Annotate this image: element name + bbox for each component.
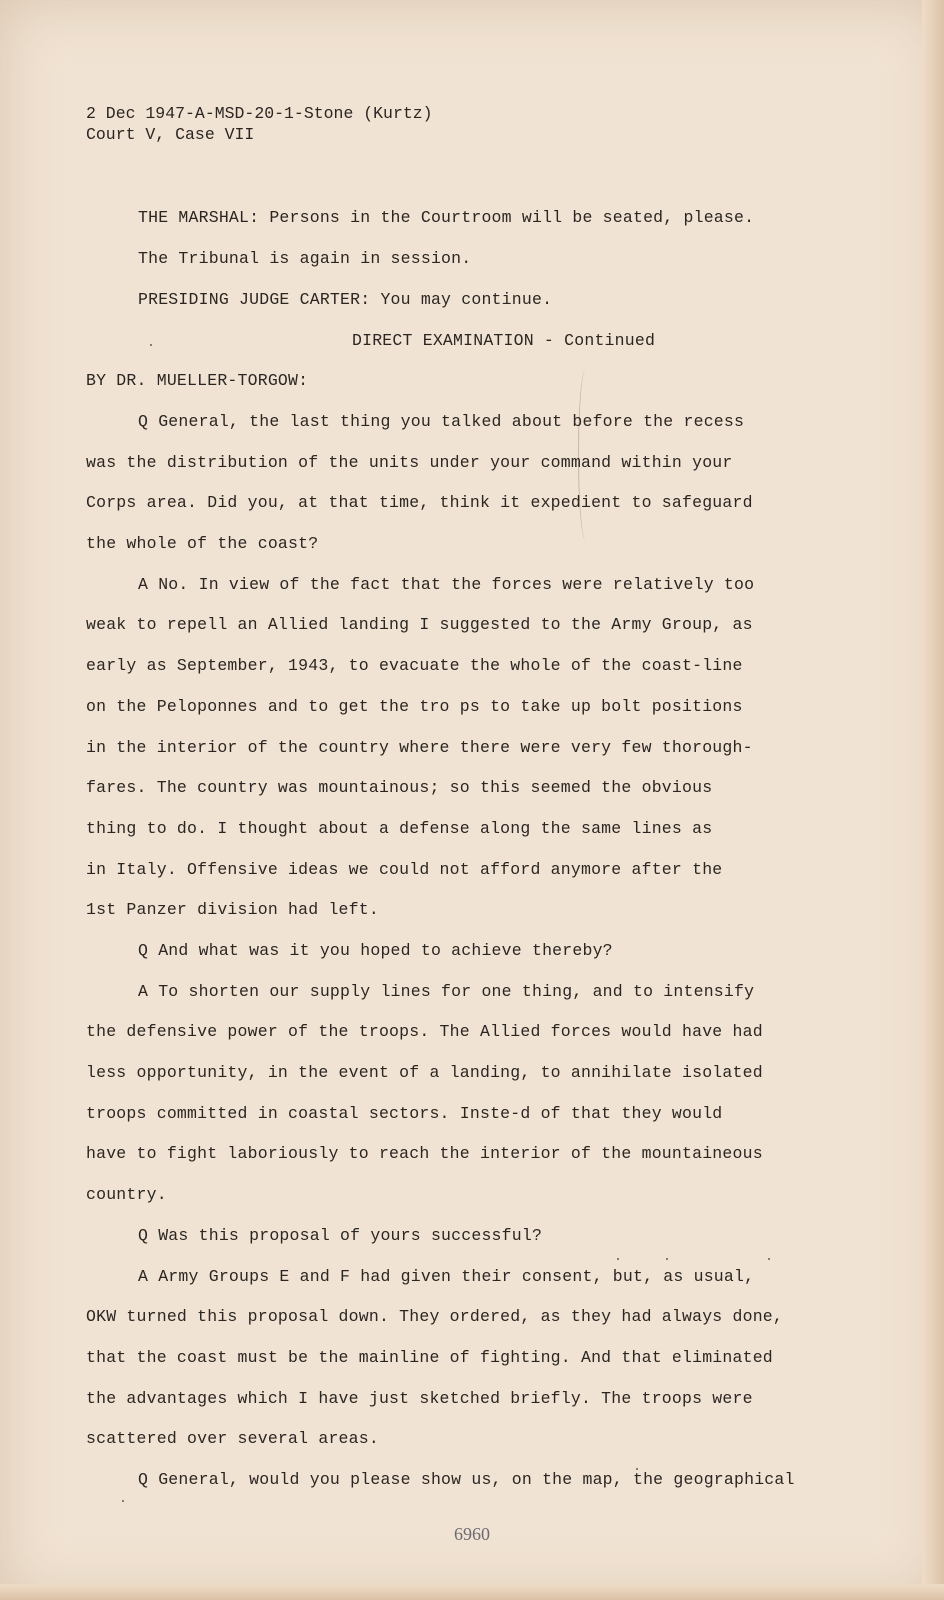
text-line: 1st Panzer division had left.: [86, 900, 379, 919]
header-reference-line: 2 Dec 1947-A-MSD-20-1-Stone (Kurtz): [86, 104, 433, 123]
text-line: that the coast must be the mainline of fighting. And that eliminated: [86, 1348, 773, 1367]
examiner-line: BY DR. MUELLER-TORGOW:: [86, 371, 309, 390]
paper-speck: [636, 1468, 638, 1470]
text-line: have to fight laboriously to reach the interior of the mountaineous: [86, 1144, 763, 1163]
text-line: Q General, the last thing you talked about before the recess: [138, 412, 745, 431]
text-line: A To shorten our supply lines for one thing, and to intensify: [138, 982, 755, 1001]
text-line: the defensive power of the troops. The Allied forces would have had: [86, 1022, 763, 1041]
header-court-line: Court V, Case VII: [86, 125, 255, 144]
page-number: 6960: [454, 1524, 490, 1544]
page-edge-right: [922, 0, 944, 1600]
text-line: The Tribunal is again in session.: [138, 249, 472, 268]
text-line: weak to repell an Allied landing I suggested to the Army Group, as: [86, 615, 753, 634]
text-line: the advantages which I have just sketched briefly. The troops were: [86, 1389, 753, 1408]
text-line: THE MARSHAL: Persons in the Courtroom will be seated, please.: [138, 208, 755, 227]
text-line: troops committed in coastal sectors. Inste-d of that they would: [86, 1104, 723, 1123]
paper-speck: [150, 344, 152, 346]
text-line: Q General, would you please show us, on the map, the geographical: [138, 1470, 795, 1489]
text-line: was the distribution of the units under your command within your: [86, 453, 733, 472]
text-line: thing to do. I thought about a defense along the same lines as: [86, 819, 713, 838]
section-heading: DIRECT EXAMINATION - Continued: [352, 331, 656, 350]
text-line: country.: [86, 1185, 167, 1204]
text-line: OKW turned this proposal down. They ordered, as they had always done,: [86, 1307, 784, 1326]
text-line: Corps area. Did you, at that time, think it expedient to safeguard: [86, 493, 753, 512]
text-line: Q And what was it you hoped to achieve thereby?: [138, 941, 613, 960]
page-edge-bottom: [0, 1584, 944, 1600]
text-line: Q Was this proposal of yours successful?: [138, 1226, 543, 1245]
text-line: fares. The country was mountainous; so this seemed the obvious: [86, 778, 713, 797]
text-line: the whole of the coast?: [86, 534, 319, 553]
text-line: in the interior of the country where there were very few thorough-: [86, 738, 753, 757]
text-line: in Italy. Offensive ideas we could not afford anymore after the: [86, 860, 723, 879]
text-line: less opportunity, in the event of a landing, to annihilate isolated: [86, 1063, 763, 1082]
paper-speck: [768, 1258, 770, 1260]
paper-speck: [122, 1500, 124, 1502]
text-line: scattered over several areas.: [86, 1429, 379, 1448]
text-line: on the Peloponnes and to get the tro ps to take up bolt positions: [86, 697, 743, 716]
paper-speck: [666, 1258, 668, 1260]
text-line: early as September, 1943, to evacuate the whole of the coast-line: [86, 656, 743, 675]
text-line: A Army Groups E and F had given their consent, but, as usual,: [138, 1267, 755, 1286]
text-line: A No. In view of the fact that the forces were relatively too: [138, 575, 755, 594]
text-line: PRESIDING JUDGE CARTER: You may continue.: [138, 290, 553, 309]
paper-speck: [617, 1258, 619, 1260]
